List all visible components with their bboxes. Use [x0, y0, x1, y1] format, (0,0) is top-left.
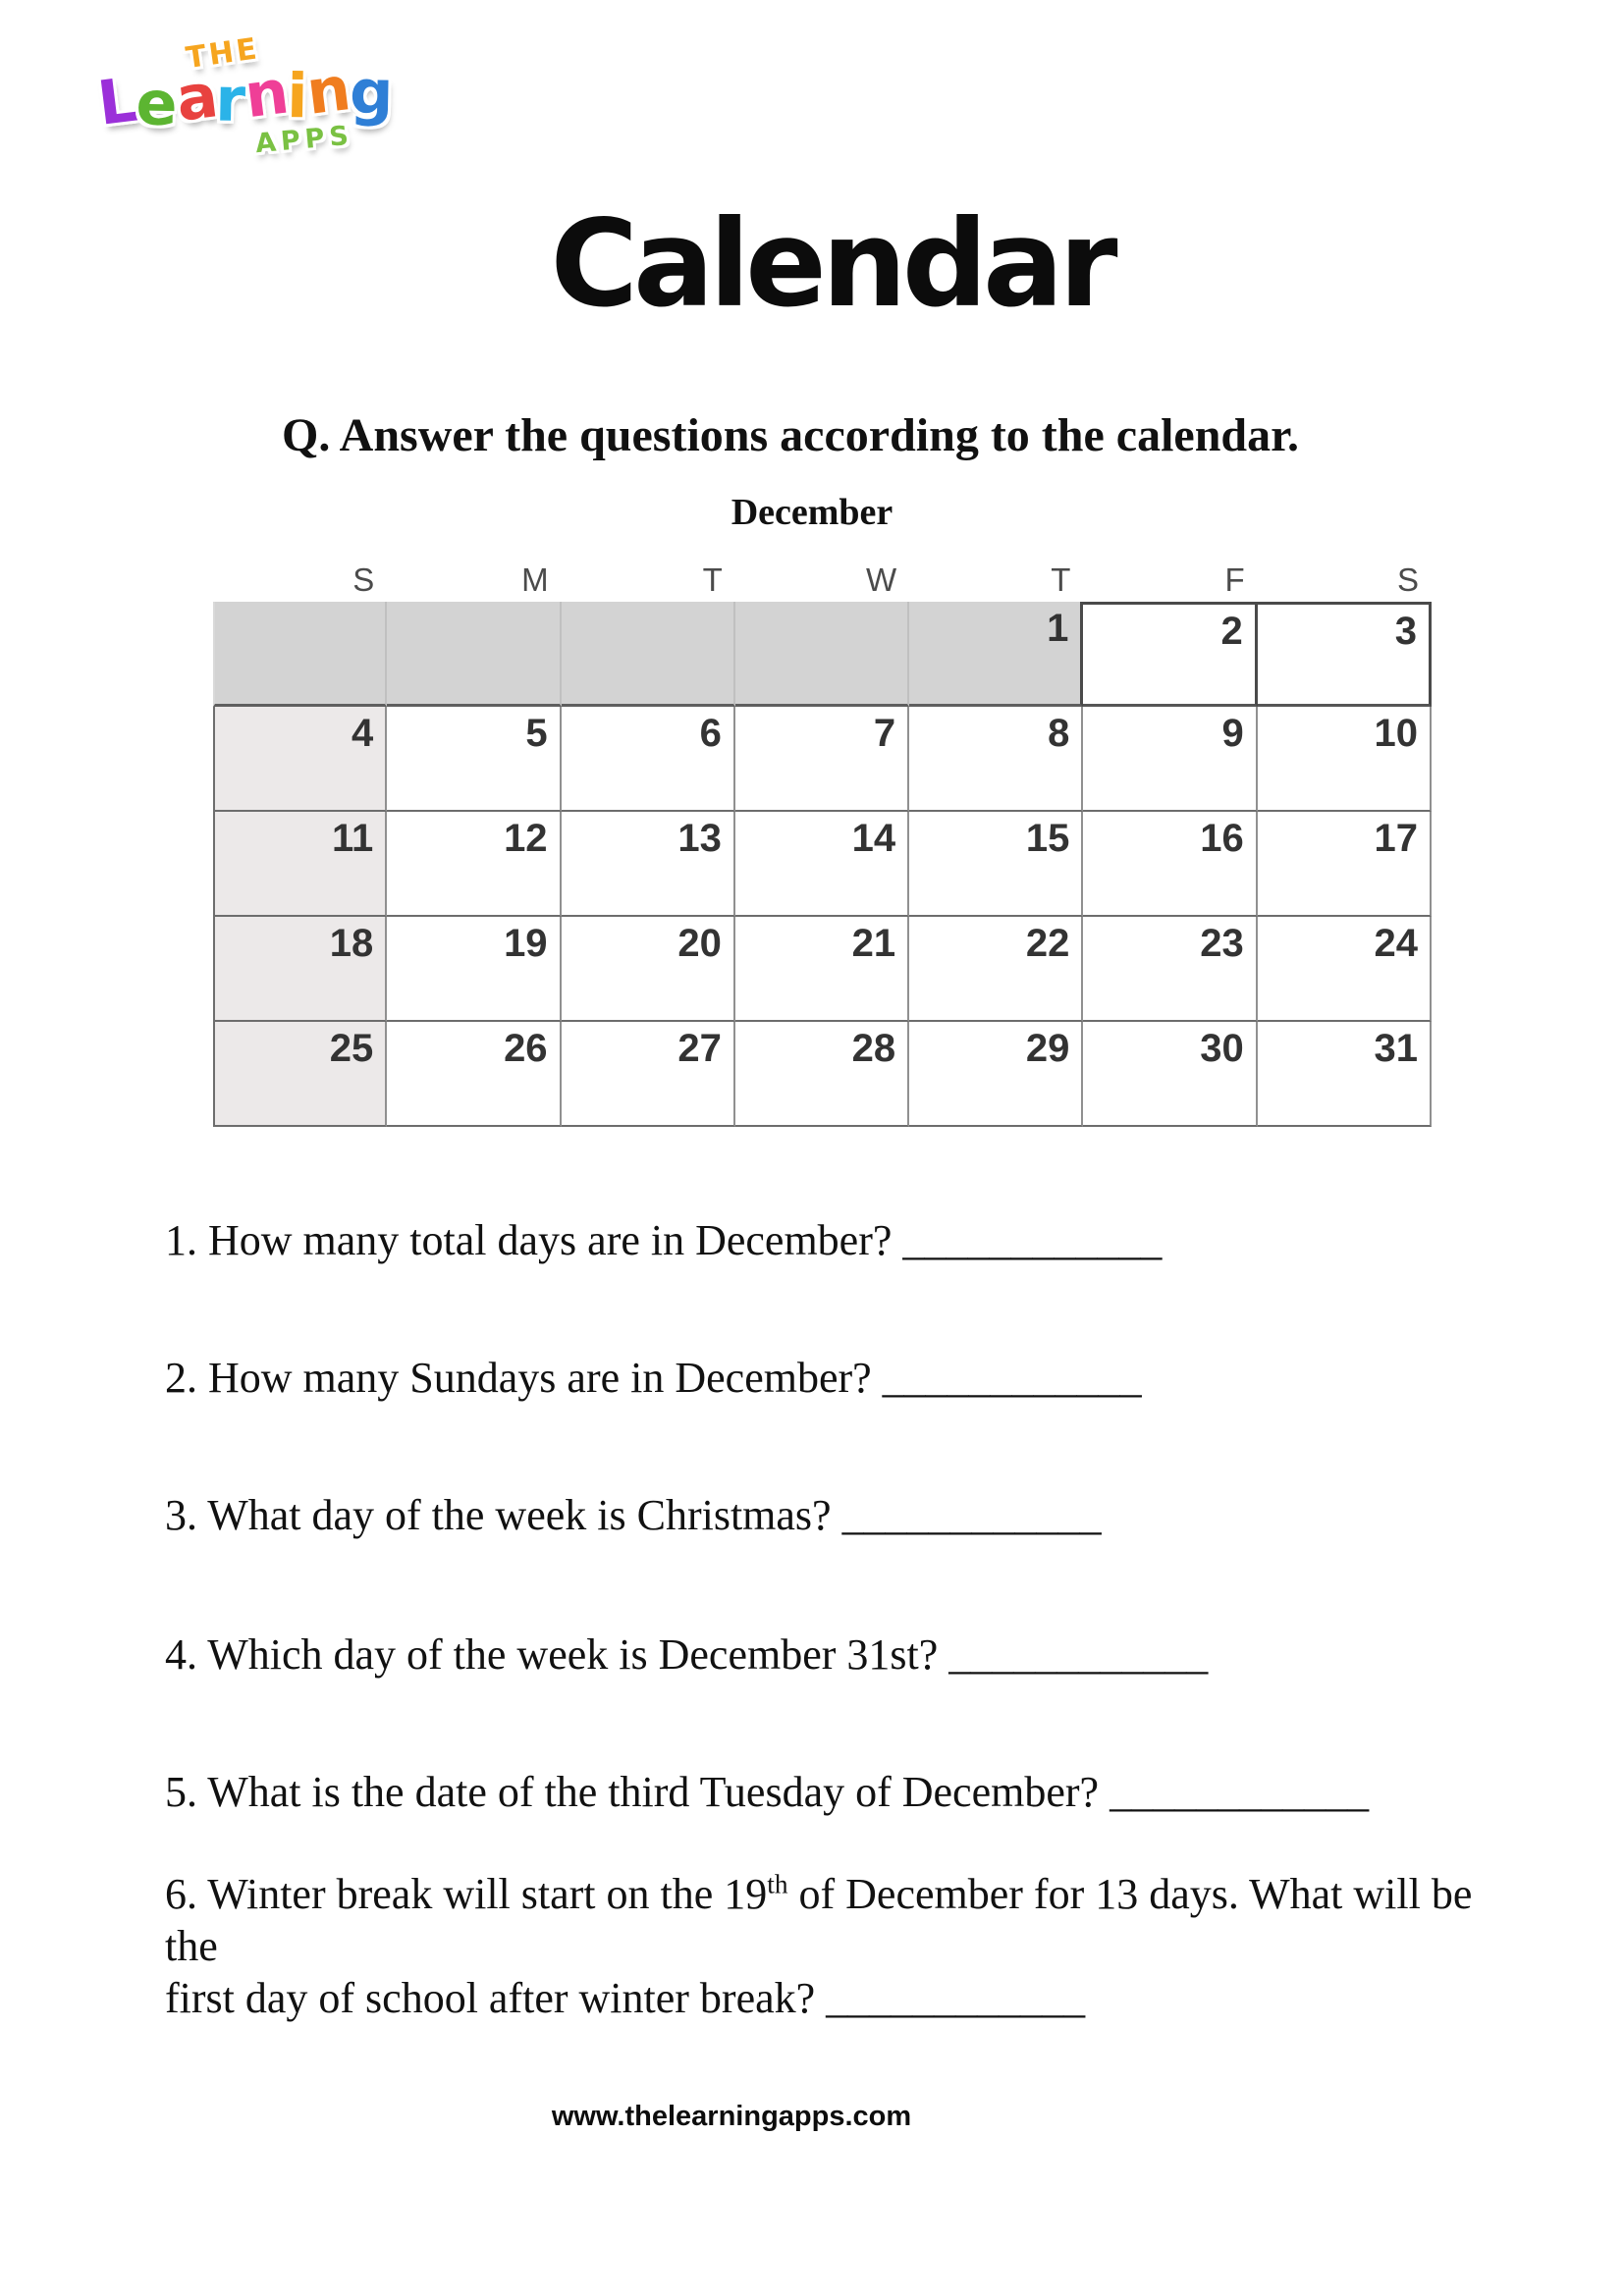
- question-heading: Q. Answer the questions according to the calendar.: [281, 409, 1300, 461]
- website-footer: www.thelearningapps.com: [551, 2101, 912, 2132]
- calendar-cell-empty: [735, 602, 909, 707]
- question-5: [165, 1767, 1500, 1819]
- question-3: [165, 1490, 1500, 1542]
- question-5-text: 5. What is the date of the third Tuesday of December?: [165, 1768, 1110, 1816]
- calendar-cell-day-22: 22: [909, 917, 1083, 1022]
- question-5-blank: ____________: [1110, 1768, 1370, 1816]
- day-header-saturday: S: [1396, 561, 1419, 598]
- month-label: December: [731, 492, 893, 533]
- calendar-cell-day-16: 16: [1083, 812, 1257, 917]
- calendar-cell-day-21: 21: [735, 917, 909, 1022]
- calendar-cell-day-19: 19: [387, 917, 561, 1022]
- learning-apps-logo: [95, 29, 397, 178]
- question-3-text: 3. What day of the week is Christmas?: [165, 1491, 842, 1539]
- calendar-cell-empty: [387, 602, 561, 707]
- day-header-wednesday: W: [865, 561, 897, 598]
- question-6: [165, 1869, 1500, 2024]
- question-1: [165, 1215, 1500, 1267]
- calendar-cell-day-1: 1: [909, 602, 1083, 707]
- calendar-cell-day-5: 5: [387, 707, 561, 812]
- logo-apps-text: APPS: [253, 120, 355, 160]
- calendar-cell-day-28: 28: [735, 1022, 909, 1127]
- calendar-cell-day-14: 14: [735, 812, 909, 917]
- calendar-cell-empty: [213, 602, 387, 707]
- question-1-blank: ____________: [902, 1216, 1163, 1264]
- question-4: [165, 1629, 1500, 1682]
- question-1-text: 1. How many total days are in December?: [165, 1216, 903, 1264]
- calendar-cell-day-12: 12: [387, 812, 561, 917]
- day-header-friday: F: [1224, 561, 1245, 598]
- calendar-cell-day-25: 25: [213, 1022, 387, 1127]
- day-header-thursday: T: [1051, 561, 1071, 598]
- calendar-cell-day-23: 23: [1083, 917, 1257, 1022]
- calendar-cell-day-24: 24: [1258, 917, 1432, 1022]
- calendar-cell-day-27: 27: [562, 1022, 735, 1127]
- question-4-text: 4. Which day of the week is December 31st?: [165, 1630, 949, 1679]
- question-6-ordinal-suffix: th: [767, 1869, 788, 1899]
- calendar-day-headers: [213, 561, 1432, 599]
- calendar-cell-day-7: 7: [735, 707, 909, 812]
- day-header-sunday: S: [352, 561, 375, 598]
- calendar-cell-day-29: 29: [909, 1022, 1083, 1127]
- calendar-cell-day-30: 30: [1083, 1022, 1257, 1127]
- calendar-cell-day-9: 9: [1083, 707, 1257, 812]
- calendar-cell-empty: [562, 602, 735, 707]
- question-2-blank: ____________: [882, 1354, 1142, 1402]
- question-6-line1-rest: of December for 13 days. What will be the: [165, 1870, 1473, 1970]
- day-header-tuesday: T: [702, 561, 723, 598]
- calendar-cell-day-2: 2: [1083, 602, 1257, 707]
- question-4-blank: ____________: [948, 1630, 1209, 1679]
- calendar-cell-day-26: 26: [387, 1022, 561, 1127]
- calendar-cell-day-15: 15: [909, 812, 1083, 917]
- calendar-cell-day-10: 10: [1258, 707, 1432, 812]
- calendar-cell-day-20: 20: [562, 917, 735, 1022]
- calendar-cell-day-18: 18: [213, 917, 387, 1022]
- logo-word: Learning: [93, 52, 393, 140]
- december-calendar-grid: [213, 602, 1432, 1127]
- question-2: [165, 1353, 1500, 1405]
- calendar-cell-day-3: 3: [1258, 602, 1432, 707]
- calendar-cell-day-17: 17: [1258, 812, 1432, 917]
- calendar-cell-day-31: 31: [1258, 1022, 1432, 1127]
- calendar-cell-day-6: 6: [562, 707, 735, 812]
- calendar-cell-day-4: 4: [213, 707, 387, 812]
- logo-the-text: THE: [184, 31, 262, 77]
- question-6-line2: first day of school after winter break?: [165, 1973, 827, 2022]
- page-title: Calendar: [550, 194, 1113, 334]
- calendar-cell-day-13: 13: [562, 812, 735, 917]
- calendar-cell-day-11: 11: [213, 812, 387, 917]
- question-3-blank: ____________: [841, 1491, 1102, 1539]
- question-6-line1: 6. Winter break will start on the 19: [165, 1870, 768, 1918]
- question-2-text: 2. How many Sundays are in December?: [165, 1354, 883, 1402]
- calendar-cell-day-8: 8: [909, 707, 1083, 812]
- day-header-monday: M: [521, 561, 549, 598]
- question-6-blank: ____________: [826, 1973, 1086, 2022]
